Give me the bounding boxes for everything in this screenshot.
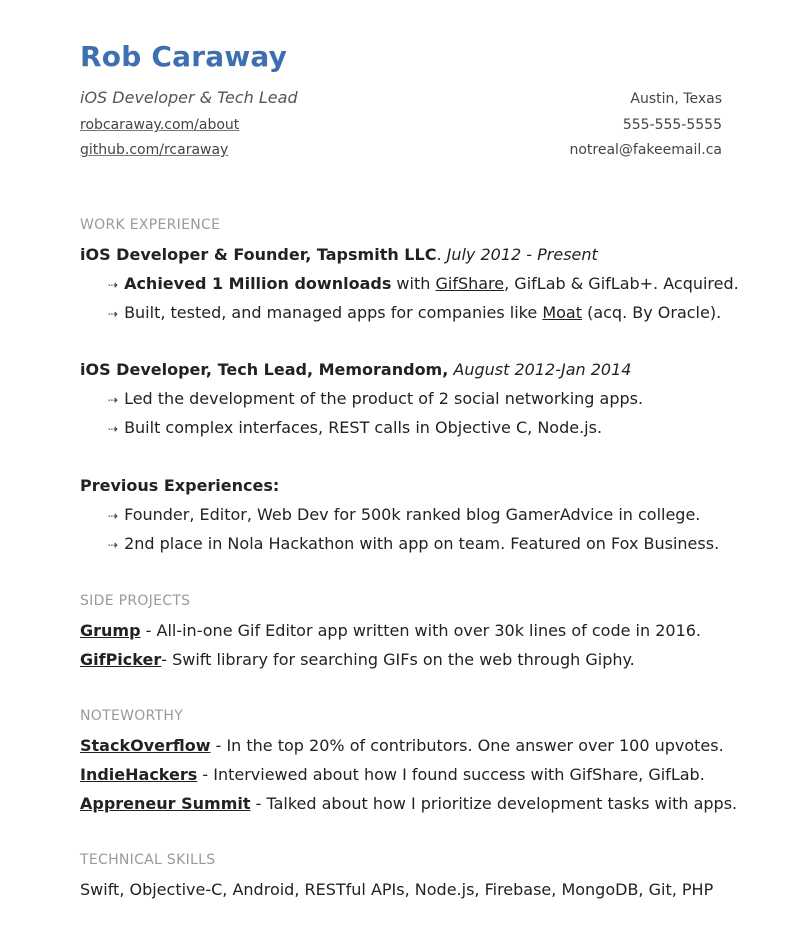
noteworthy-description: - In the top 20% of contributors. One answer over 100 upvotes. (210, 736, 724, 755)
bullet-text: Built complex interfaces, REST calls in Objective C, Node.js. (124, 418, 603, 437)
gifshare-link[interactable]: GifShare (435, 274, 505, 293)
bullet-item (108, 389, 643, 408)
bullet-text: Led the development of the product of 2 social networking apps. (124, 389, 644, 408)
side-project-item (80, 650, 635, 669)
noteworthy-item (80, 736, 724, 755)
indiehackers-link[interactable]: IndieHackers (80, 765, 198, 784)
side-projects-heading: SIDE PROJECTS (80, 593, 191, 609)
side-project-item (80, 621, 701, 640)
job-title-memorandom (80, 360, 631, 379)
appreneur-summit-link[interactable]: Appreneur Summit (80, 794, 251, 813)
grump-link[interactable]: Grump (80, 621, 141, 640)
arrow-icon: ⇢ (108, 278, 119, 292)
job-dates: August 2012-Jan 2014 (453, 360, 632, 379)
bullet-item (108, 418, 602, 437)
moat-link[interactable]: Moat (542, 303, 582, 322)
bullet-text: (acq. By Oracle). (581, 303, 722, 322)
resume-title: iOS Developer & Tech Lead (80, 88, 298, 107)
arrow-icon: ⇢ (108, 307, 119, 321)
stackoverflow-link[interactable]: StackOverflow (80, 736, 211, 755)
email: notreal@fakeemail.ca (569, 142, 722, 158)
job-separator: . (436, 245, 447, 264)
job-title-tapsmith (80, 245, 598, 264)
bullet-item (108, 534, 719, 553)
bullet-item (108, 303, 721, 322)
bullet-text: Built, tested, and managed apps for companies like (124, 303, 543, 322)
arrow-icon: ⇢ (108, 538, 119, 552)
project-description: - All-in-one Gif Editor app written with over 30k lines of code in 2016. (140, 621, 702, 640)
project-description: - Swift library for searching GIFs on the web through Giphy. (161, 650, 635, 669)
bullet-item (108, 505, 700, 524)
phone: 555-555-5555 (622, 117, 722, 133)
bullet-bold: Achieved 1 Million downloads (124, 274, 392, 293)
bullet-text: 2nd place in Nola Hackathon with app on team. Featured on Fox Business. (124, 534, 720, 553)
noteworthy-description: - Interviewed about how I found success with GifShare, GifLab. (197, 765, 705, 784)
noteworthy-heading: NOTEWORTHY (80, 708, 184, 724)
bullet-text: with (391, 274, 436, 293)
arrow-icon: ⇢ (108, 509, 119, 523)
noteworthy-description: - Talked about how I prioritize development tasks with apps. (250, 794, 738, 813)
skills-list: Swift, Objective-C, Android, RESTful APIs, Node.js, Firebase, MongoDB, Git, PHP (80, 880, 714, 899)
noteworthy-item (80, 794, 737, 813)
github-link[interactable]: github.com/rcaraway (80, 142, 229, 158)
job-role: iOS Developer & Founder, Tapsmith LLC (80, 245, 437, 264)
previous-experiences-heading: Previous Experiences: (80, 476, 280, 495)
location: Austin, Texas (630, 91, 722, 107)
work-experience-heading: WORK EXPERIENCE (80, 217, 221, 233)
job-dates: July 2012 - Present (446, 245, 598, 264)
arrow-icon: ⇢ (108, 393, 119, 407)
arrow-icon: ⇢ (108, 422, 119, 436)
job-role: iOS Developer, Tech Lead, Memorandom, (80, 360, 449, 379)
bullet-text: , GifLab & GifLab+. Acquired. (504, 274, 739, 293)
bullet-text: Founder, Editor, Web Dev for 500k ranked blog GamerAdvice in college. (124, 505, 701, 524)
bullet-item (108, 274, 739, 293)
resume-name: Rob Caraway (80, 40, 288, 73)
website-link[interactable]: robcaraway.com/about (80, 117, 240, 133)
gifpicker-link[interactable]: GifPicker (80, 650, 162, 669)
noteworthy-item (80, 765, 705, 784)
technical-skills-heading: TECHNICAL SKILLS (80, 852, 216, 868)
